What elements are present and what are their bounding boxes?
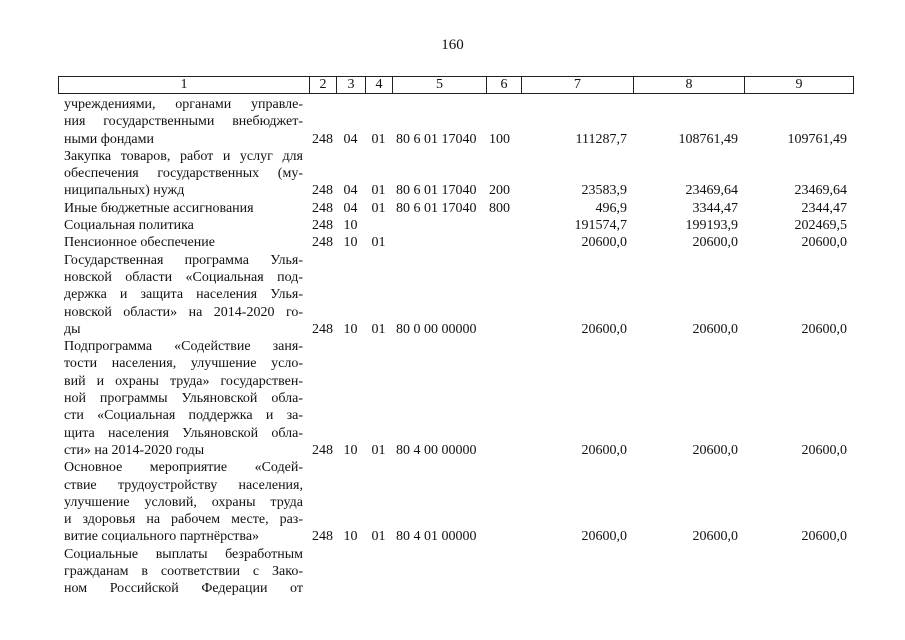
description-line: витие социального партнёрства» <box>64 529 260 545</box>
column-header-7: 7 <box>522 77 634 94</box>
ministry-code: 248 <box>312 442 333 458</box>
section-code: 10 <box>343 529 358 545</box>
amount-col-8: 108761,49 <box>678 131 738 147</box>
description-line: обеспечения государственных (му- <box>64 166 303 182</box>
row-description <box>58 148 309 200</box>
amount-col-9: 20600,0 <box>801 235 847 251</box>
table-row <box>58 459 853 545</box>
description-line: Основное мероприятие «Содей- <box>64 460 303 476</box>
amount-col-8: 3344,47 <box>692 200 738 216</box>
table-row <box>58 252 853 338</box>
description-line: учреждениями, органами управле- <box>64 97 303 112</box>
amount-col-7: 496,9 <box>595 200 627 216</box>
column-header-3: 3 <box>337 77 366 94</box>
description-line: гражданам в соответствии с Зако- <box>64 564 303 580</box>
expense-type-code <box>486 338 521 459</box>
row-description <box>58 200 309 217</box>
amount-col-9 <box>744 546 853 598</box>
ministry-code: 248 <box>312 218 333 234</box>
subsection-code: 01 <box>371 200 386 216</box>
ministry-code: 248 <box>312 200 333 216</box>
description-line: ном Российской Федерации от <box>64 581 303 597</box>
target-article-code <box>392 546 486 598</box>
row-description <box>58 459 309 545</box>
amount-col-9: 109761,49 <box>787 131 847 147</box>
amount-col-9: 2344,47 <box>801 200 847 216</box>
subsection-code: 01 <box>371 529 386 545</box>
section-code: 10 <box>343 218 358 234</box>
ministry-code: 248 <box>312 529 333 545</box>
description-line: держка и защита населения Улья- <box>64 287 303 303</box>
row-description <box>58 217 309 234</box>
column-header-5: 5 <box>393 77 487 94</box>
section-code: 04 <box>343 200 358 216</box>
amount-col-7: 20600,0 <box>581 235 627 251</box>
description-line: Иные бюджетные ассигнования <box>64 200 254 216</box>
amount-col-7: 20600,0 <box>581 442 627 458</box>
budget-table <box>58 96 853 598</box>
target-article-code: 80 4 01 00000 <box>396 529 477 545</box>
amount-col-7: 111287,7 <box>575 131 627 147</box>
expense-type-code <box>486 546 521 598</box>
amount-col-8: 23469,64 <box>685 183 738 199</box>
ministry-code: 248 <box>312 183 333 199</box>
target-article-code: 80 4 00 00000 <box>396 442 477 458</box>
ministry-code <box>309 546 336 598</box>
subsection-code: 01 <box>371 183 386 199</box>
table-row <box>58 338 853 459</box>
amount-col-9: 20600,0 <box>801 321 847 337</box>
description-line: ной программы Ульяновской обла- <box>64 391 303 407</box>
description-line: Социальные выплаты безработным <box>64 546 303 562</box>
expense-type-code: 100 <box>489 131 510 147</box>
expense-type-code: 800 <box>489 200 510 216</box>
subsection-code <box>365 217 392 234</box>
amount-col-7: 20600,0 <box>581 321 627 337</box>
row-description <box>58 234 309 251</box>
amount-col-9: 202469,5 <box>794 218 847 234</box>
column-header-8: 8 <box>634 77 745 94</box>
amount-col-9: 20600,0 <box>801 442 847 458</box>
page-number: 160 <box>441 37 464 53</box>
section-code: 10 <box>343 321 358 337</box>
section-code: 04 <box>343 183 358 199</box>
table-row <box>58 234 853 251</box>
section-code: 04 <box>343 131 358 147</box>
amount-col-8: 199193,9 <box>685 218 738 234</box>
amount-col-8: 20600,0 <box>692 321 738 337</box>
description-line: ными фондами <box>64 131 155 147</box>
ministry-code: 248 <box>312 131 333 147</box>
column-header-2: 2 <box>310 77 337 94</box>
description-line: ниципальных) нужд <box>64 183 185 199</box>
description-line: ды <box>64 321 81 337</box>
subsection-code: 01 <box>371 131 386 147</box>
row-description <box>58 252 309 338</box>
table-row <box>58 96 853 148</box>
amount-col-9: 23469,64 <box>794 183 847 199</box>
column-header-row <box>58 76 854 94</box>
description-line: Пенсионное обеспечение <box>64 235 215 251</box>
column-header-4: 4 <box>366 77 393 94</box>
description-line: сти» на 2014-2020 годы <box>64 442 205 458</box>
table-row <box>58 217 853 234</box>
amount-col-9: 20600,0 <box>801 529 847 545</box>
target-article-code: 80 6 01 17040 <box>396 131 477 147</box>
amount-col-7: 23583,9 <box>581 183 627 199</box>
description-line: ния государственными внебюджет- <box>64 114 303 130</box>
description-line: сти «Социальная поддержка и за- <box>64 408 303 424</box>
row-description <box>58 338 309 459</box>
description-line: Подпрограмма «Содействие заня- <box>64 339 303 355</box>
description-line: новской области» на 2014-2020 го- <box>64 304 303 320</box>
subsection-code: 01 <box>371 321 386 337</box>
ministry-code: 248 <box>312 321 333 337</box>
subsection-code: 01 <box>371 235 386 251</box>
amount-col-8: 20600,0 <box>692 235 738 251</box>
table-row <box>58 200 853 217</box>
expense-type-code <box>486 217 521 234</box>
amount-col-7 <box>521 546 633 598</box>
target-article-code: 80 6 01 17040 <box>396 183 477 199</box>
expense-type-code <box>486 459 521 545</box>
column-header-9: 9 <box>745 77 854 94</box>
target-article-code: 80 6 01 17040 <box>396 200 477 216</box>
column-header-6: 6 <box>487 77 522 94</box>
amount-col-8 <box>633 546 744 598</box>
description-line: тости населения, улучшение усло- <box>64 356 303 372</box>
ministry-code: 248 <box>312 235 333 251</box>
expense-type-code <box>486 234 521 251</box>
description-line: новской области «Социальная под- <box>64 269 303 285</box>
row-description <box>58 546 309 598</box>
expense-type-code <box>486 252 521 338</box>
subsection-code <box>365 546 392 598</box>
description-line: вий и охраны труда» государствен- <box>64 373 303 389</box>
description-line: улучшение условий, охраны труда <box>64 494 303 510</box>
subsection-code: 01 <box>371 442 386 458</box>
description-line: Государственная программа Улья- <box>64 252 303 268</box>
amount-col-7: 20600,0 <box>581 529 627 545</box>
column-header-1: 1 <box>59 77 310 94</box>
table-row <box>58 546 853 598</box>
target-article-code <box>392 217 486 234</box>
target-article-code <box>392 234 486 251</box>
description-line: Закупка товаров, работ и услуг для <box>64 148 303 164</box>
table-row <box>58 148 853 200</box>
description-line: Социальная политика <box>64 218 194 234</box>
description-line: ствие трудоустройству населения, <box>64 477 303 493</box>
amount-col-7: 191574,7 <box>574 218 627 234</box>
section-code <box>336 546 365 598</box>
expense-type-code: 200 <box>489 183 510 199</box>
description-line: щита населения Ульяновской обла- <box>64 425 303 441</box>
row-description <box>58 96 309 148</box>
amount-col-8: 20600,0 <box>692 529 738 545</box>
description-line: и здоровья на рабочем месте, раз- <box>64 512 303 528</box>
section-code: 10 <box>343 235 358 251</box>
section-code: 10 <box>343 442 358 458</box>
target-article-code: 80 0 00 00000 <box>396 321 477 337</box>
amount-col-8: 20600,0 <box>692 442 738 458</box>
